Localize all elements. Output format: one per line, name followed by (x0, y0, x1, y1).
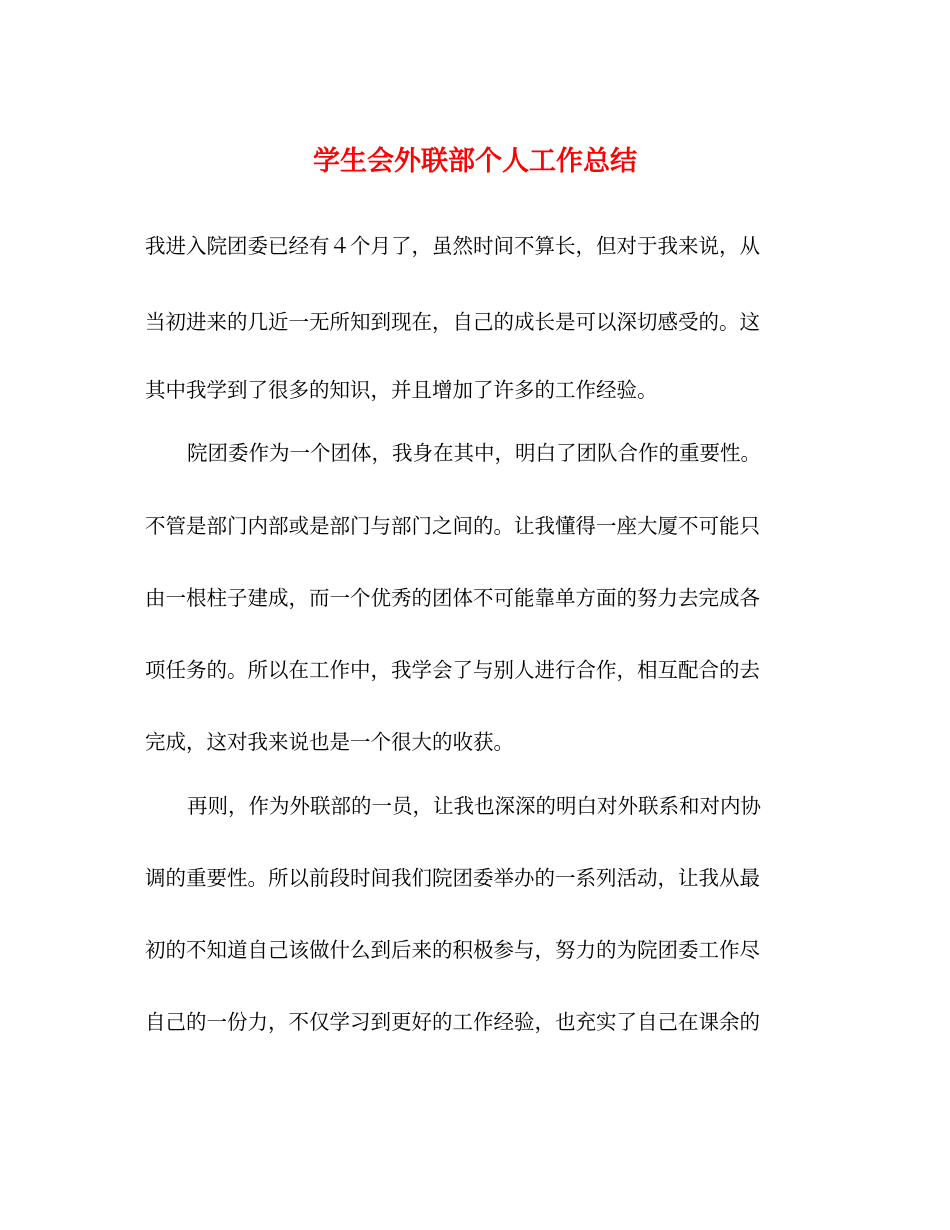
paragraph-3-line-4: 自己的一份力，不仅学习到更好的工作经验，也充实了自己在课余的 (145, 1010, 760, 1034)
paragraph-3-line-3: 初的不知道自己该做什么到后来的积极参与，努力的为院团委工作尽 (145, 938, 760, 962)
paragraph-2-line-2: 不管是部门内部或是部门与部门之间的。让我懂得一座大厦不可能只 (145, 514, 760, 538)
paragraph-2-line-1: 院团委作为一个团体，我身在其中，明白了团队合作的重要性。 (187, 441, 761, 465)
paragraph-1-line-3: 其中我学到了很多的知识，并且增加了许多的工作经验。 (145, 378, 658, 402)
document-title: 学生会外联部个人工作总结 (313, 146, 637, 177)
paragraph-2-line-3: 由一根柱子建成，而一个优秀的团体不可能靠单方面的努力去完成各 (145, 586, 760, 610)
paragraph-2-line-5: 完成，这对我来说也是一个很大的收获。 (145, 730, 514, 754)
paragraph-3-line-2: 调的重要性。所以前段时间我们院团委举办的一系列活动，让我从最 (145, 866, 760, 890)
paragraph-3-line-1: 再则，作为外联部的一员，让我也深深的明白对外联系和对内协 (187, 794, 761, 818)
paragraph-1-line-2: 当初进来的几近一无所知到现在，自己的成长是可以深切感受的。这 (145, 310, 760, 334)
paragraph-1-line-1: 我进入院团委已经有４个月了，虽然时间不算长，但对于我来说，从 (145, 234, 760, 258)
paragraph-2-line-4: 项任务的。所以在工作中，我学会了与别人进行合作，相互配合的去 (145, 658, 760, 682)
